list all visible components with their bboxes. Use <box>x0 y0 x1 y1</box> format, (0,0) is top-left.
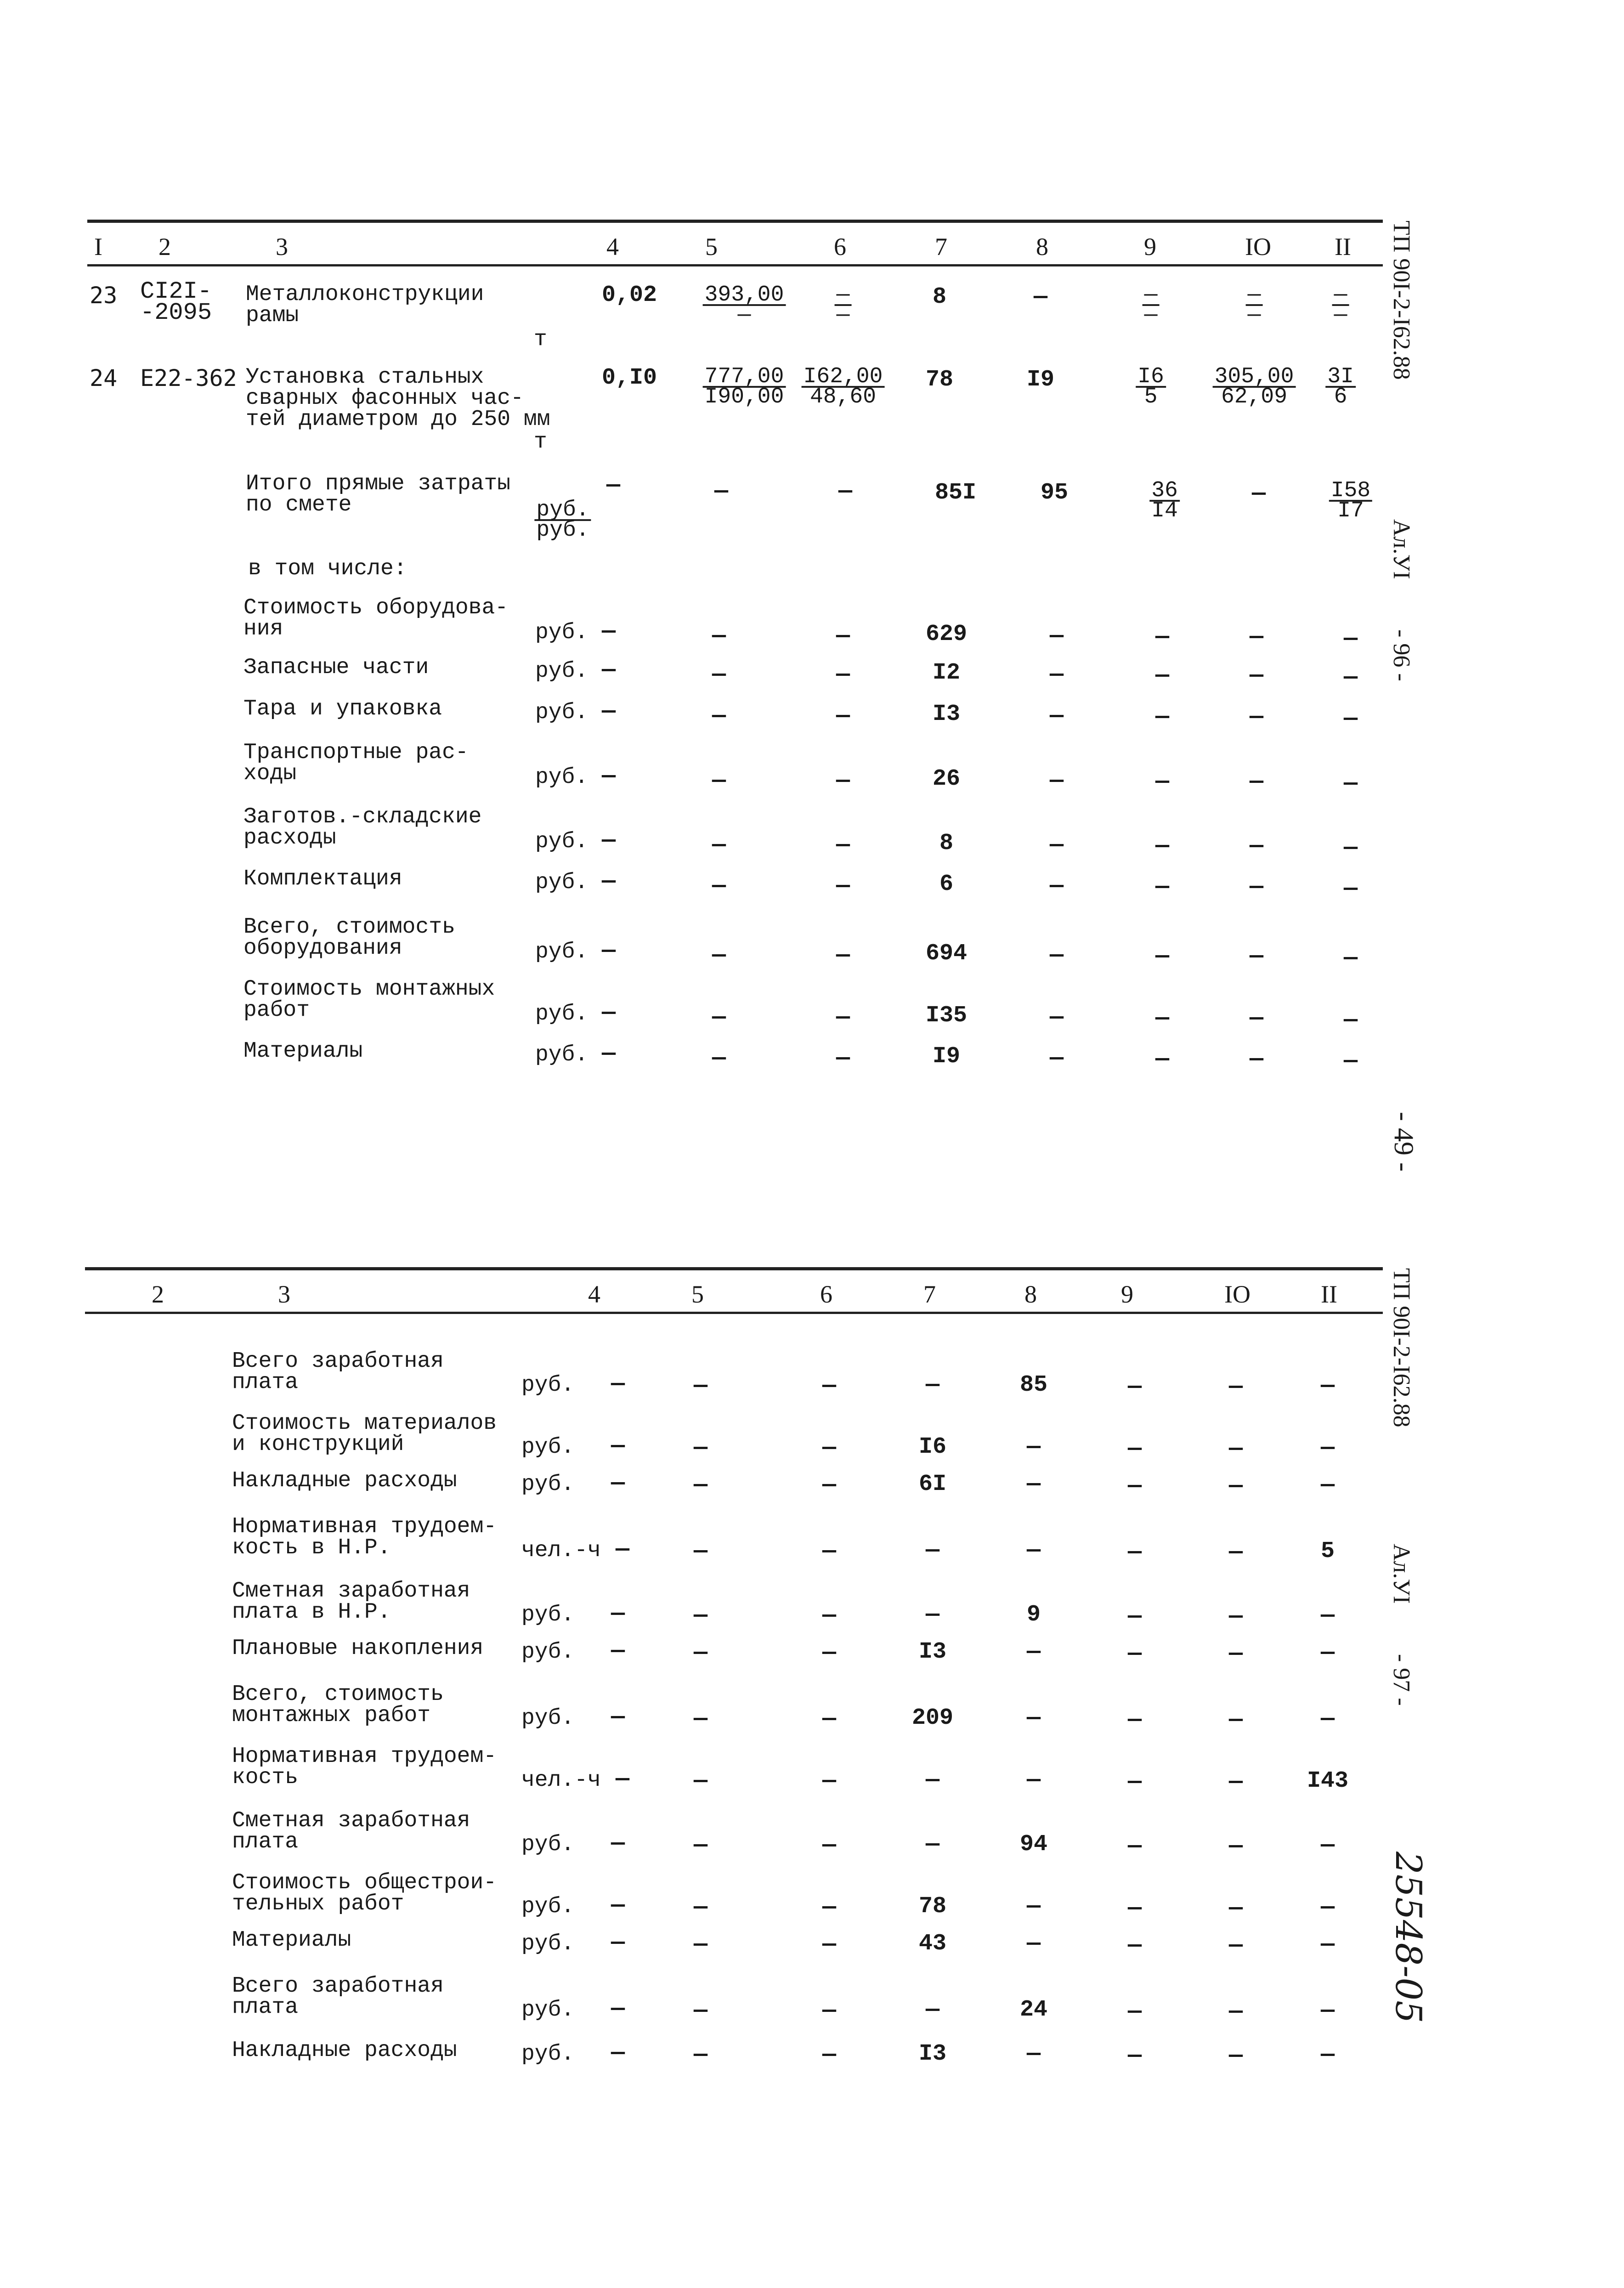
top-header-col-4: 4 <box>606 233 619 261</box>
bottom-row-13-c5: — <box>693 2042 708 2068</box>
top-rule-1 <box>87 220 1383 223</box>
top-row-2-c9: — <box>1155 663 1170 689</box>
bottom-row-2-c7: I6 <box>918 1434 947 1460</box>
top-row-3-c9: — <box>1155 704 1170 730</box>
top-row-6-c5: — <box>712 873 726 899</box>
bottom-row-4-c8: — <box>1026 1537 1041 1563</box>
top-row-2-c11: — <box>1343 664 1358 691</box>
bottom-row-7-unit: руб. <box>521 1706 575 1731</box>
bottom-row-5-c6: — <box>822 1603 837 1629</box>
bottom-rule-2 <box>85 1312 1383 1314</box>
top-row-8-name: Стоимость монтажных работ <box>243 977 495 1023</box>
bottom-row-2-c8: — <box>1026 1434 1041 1460</box>
bottom-row-9-c7: — <box>925 1831 940 1858</box>
bottom-header-col-2: 3 <box>278 1280 290 1308</box>
bottom-header-col-4: 5 <box>691 1280 704 1308</box>
top-row-3-c6: — <box>836 703 850 729</box>
top-row-3-c4: — <box>601 698 616 725</box>
top-row-4-c10: — <box>1249 769 1264 795</box>
top-header-col-8: 8 <box>1036 233 1048 261</box>
bottom-row-10-c5: — <box>693 1894 708 1920</box>
top-row-4-unit: руб. <box>535 765 588 790</box>
bottom-row-2-c11: — <box>1320 1435 1335 1461</box>
bottom-row-1-name: Всего заработная плата <box>232 1349 444 1395</box>
bottom-row-9-c4: — <box>611 1830 625 1857</box>
bottom-row-6-c5: — <box>693 1640 708 1666</box>
bottom-row-11-c7: 43 <box>918 1931 947 1957</box>
bottom-row-6-c6: — <box>822 1640 837 1666</box>
bottom-row-6-c11: — <box>1320 1640 1335 1666</box>
row23-c11: — — <box>1332 286 1349 324</box>
top-row-1-unit: руб. <box>535 620 588 645</box>
top-row-4-name: Транспортные рас- ходы <box>243 740 469 786</box>
bottom-row-12-unit: руб. <box>521 1998 575 2022</box>
top-row-1-c8: — <box>1049 623 1064 649</box>
top-row-4-c9: — <box>1155 769 1170 795</box>
top-row-5-unit: руб. <box>535 829 588 854</box>
bottom-row-13-c8: — <box>1026 2041 1041 2067</box>
bottom-row-4-c7: — <box>925 1537 940 1563</box>
bottom-header-col-9: IO <box>1224 1280 1251 1308</box>
bottom-header-col-10: II <box>1321 1280 1337 1308</box>
bottom-row-2-c6: — <box>822 1435 837 1461</box>
bottom-row-5-c10: — <box>1228 1603 1243 1630</box>
row23-c9: — — <box>1143 286 1160 324</box>
row23-c4: 0,02 <box>601 282 657 308</box>
row23-c5: 393,00 — <box>703 286 786 324</box>
top-row-8-c11: — <box>1343 1007 1358 1033</box>
top-row-8-c10: — <box>1249 1005 1264 1031</box>
bottom-row-1-c10: — <box>1228 1374 1243 1400</box>
bottom-header-col-8: 9 <box>1121 1280 1133 1308</box>
top-row-6-c8: — <box>1049 873 1064 899</box>
top-row-8-c7: I35 <box>925 1002 968 1029</box>
bottom-row-12-c7: — <box>925 1997 940 2023</box>
bottom-row-5-unit: руб. <box>521 1603 575 1627</box>
top-row-2-c6: — <box>836 662 850 688</box>
bottom-row-2-name: Стоимость материалов и конструкций <box>232 1411 497 1457</box>
bottom-row-9-c9: — <box>1127 1833 1142 1859</box>
row23-unit: т <box>534 327 547 352</box>
top-row-7-c8: — <box>1049 942 1064 968</box>
bottom-row-7-c6: — <box>822 1706 837 1732</box>
bottom-row-13-c9: — <box>1127 2043 1142 2069</box>
top-row-4-c7: 26 <box>932 766 961 792</box>
bottom-row-5-c9: — <box>1127 1603 1142 1630</box>
top-row-7-c4: — <box>601 938 616 964</box>
bottom-row-9-c6: — <box>822 1832 837 1858</box>
bottom-row-11-c4: — <box>611 1930 625 1956</box>
top-row-8-c6: — <box>836 1004 850 1031</box>
row24-code: Е22-362 <box>140 365 237 391</box>
bottom-row-1-c11: — <box>1320 1373 1335 1399</box>
bottom-row-4-c6: — <box>822 1538 837 1564</box>
top-row-5-c7: 8 <box>939 830 954 856</box>
top-row-1-c10: — <box>1249 624 1264 650</box>
bottom-rule-1 <box>85 1267 1383 1270</box>
bottom-row-3-c5: — <box>693 1472 708 1498</box>
bottom-row-10-unit: руб. <box>521 1894 575 1919</box>
top-row-1-name: Стоимость оборудова- ния <box>243 595 509 641</box>
top-row-9-c6: — <box>836 1045 850 1071</box>
bottom-row-9-c8: 94 <box>1019 1831 1048 1858</box>
bottom-row-13-c7: I3 <box>918 2041 947 2067</box>
top-row-5-c9: — <box>1155 833 1170 859</box>
top-row-2-c10: — <box>1249 663 1264 689</box>
bottom-row-6-c8: — <box>1026 1639 1041 1665</box>
top-row-3-c7: I3 <box>932 701 961 727</box>
bottom-row-8-unit: чел.-ч <box>521 1768 601 1793</box>
total-c11: $\frac{I58}{I7}$ <box>1329 481 1372 520</box>
total-c5: — <box>714 478 729 504</box>
top-row-2-c7: I2 <box>932 660 961 686</box>
top-row-6-c4: — <box>601 868 616 895</box>
row24-number: 24 <box>90 365 118 391</box>
top-row-1-c6: — <box>836 623 850 649</box>
row23-name: Металлоконструкции рамы <box>246 282 484 328</box>
bottom-row-7-c4: — <box>611 1704 625 1730</box>
bottom-row-2-c4: — <box>611 1433 625 1459</box>
total-c9: $\frac{36}{I4}$ <box>1149 481 1180 520</box>
row24-c7: 78 <box>925 367 954 393</box>
top-row-5-c4: — <box>601 827 616 854</box>
bottom-row-1-unit: руб. <box>521 1373 575 1398</box>
bottom-row-8-c7: — <box>925 1767 940 1793</box>
top-header-col-10: IO <box>1245 233 1271 261</box>
bottom-row-12-c5: — <box>693 1998 708 2024</box>
row24-c6: $\frac{I62,00}{48,60}$ <box>802 368 885 406</box>
top-row-2-name: Запасные части <box>243 655 429 680</box>
bottom-row-4-c11: 5 <box>1320 1538 1335 1564</box>
bottom-row-5-name: Сметная заработная плата в Н.Р. <box>232 1579 470 1625</box>
top-row-8-unit: руб. <box>535 1002 588 1026</box>
row23-c7: 8 <box>932 284 947 310</box>
bottom-row-1-c4: — <box>611 1371 625 1397</box>
row24-c4: 0,I0 <box>601 365 657 391</box>
bottom-row-4-c5: — <box>693 1538 708 1564</box>
top-header-col-5: 5 <box>705 233 718 261</box>
top-header-col-7: 7 <box>935 233 947 261</box>
top-row-9-c7: I9 <box>932 1043 961 1070</box>
row23-c6: — — <box>835 286 852 324</box>
bottom-row-12-c11: — <box>1320 1998 1335 2024</box>
top-row-2-c5: — <box>712 662 726 688</box>
bottom-row-4-c10: — <box>1228 1539 1243 1565</box>
top-row-3-c8: — <box>1049 703 1064 729</box>
bottom-row-6-unit: руб. <box>521 1640 575 1665</box>
bottom-row-3-c10: — <box>1228 1473 1243 1499</box>
bottom-row-6-c9: — <box>1127 1641 1142 1667</box>
total-c7: 85I <box>934 480 977 506</box>
top-row-5-c10: — <box>1249 833 1264 859</box>
top-row-5-c5: — <box>712 832 726 858</box>
top-row-4-c6: — <box>836 768 850 794</box>
bottom-row-5-c4: — <box>611 1601 625 1627</box>
top-row-3-c5: — <box>712 703 726 729</box>
bottom-row-8-c8: — <box>1026 1767 1041 1793</box>
bottom-row-11-c10: — <box>1228 1932 1243 1959</box>
bottom-side-album: Ал.УI <box>1388 1544 1415 1604</box>
bottom-row-13-name: Накладные расходы <box>232 2038 457 2063</box>
top-row-4-c11: — <box>1343 770 1358 797</box>
bottom-row-7-name: Всего, стоимость монтажных работ <box>232 1682 444 1728</box>
bottom-row-3-c9: — <box>1127 1473 1142 1499</box>
top-row-3-c11: — <box>1343 706 1358 732</box>
bottom-row-9-c11: — <box>1320 1832 1335 1858</box>
top-side-code: ТП 90I-2-I62.88 <box>1388 221 1415 380</box>
bottom-row-4-name: Нормативная трудоем- кость в Н.Р. <box>232 1514 497 1560</box>
top-row-3-name: Тара и упаковка <box>243 697 442 721</box>
bottom-row-1-c5: — <box>693 1373 708 1399</box>
top-row-2-c4: — <box>601 657 616 683</box>
bottom-row-11-c11: — <box>1320 1931 1335 1958</box>
row24-c11: $\frac{3I}{6}$ <box>1325 368 1356 406</box>
row23-c8: — <box>1033 284 1048 310</box>
top-row-8-c9: — <box>1155 1005 1170 1031</box>
total-c10: — <box>1251 481 1266 507</box>
bottom-row-4-c4: — <box>615 1536 630 1563</box>
bottom-row-12-c9: — <box>1127 1999 1142 2025</box>
bottom-row-10-c4: — <box>611 1892 625 1919</box>
total-c6: — <box>838 478 853 504</box>
total-c8: 95 <box>1040 480 1069 506</box>
bottom-row-13-c4: — <box>611 2040 625 2066</box>
bottom-row-7-c8: — <box>1026 1705 1041 1731</box>
top-row-1-c5: — <box>712 623 726 649</box>
top-row-4-c5: — <box>712 768 726 794</box>
bottom-row-12-c10: — <box>1228 1999 1243 2025</box>
total-name: Итого прямые затраты по смете <box>246 471 511 517</box>
top-row-4-c8: — <box>1049 768 1064 794</box>
top-row-9-c4: — <box>601 1041 616 1067</box>
top-row-9-c11: — <box>1343 1048 1358 1074</box>
bottom-side-page: - 97 - <box>1388 1654 1415 1706</box>
bottom-row-7-c11: — <box>1320 1706 1335 1732</box>
bottom-row-9-unit: руб. <box>521 1832 575 1857</box>
bottom-row-6-c10: — <box>1228 1641 1243 1667</box>
bottom-header-col-1: 2 <box>152 1280 164 1308</box>
row24-c5: $\frac{777,00}{I90,00}$ <box>703 368 786 406</box>
top-header-col-6: 6 <box>834 233 846 261</box>
bottom-row-8-c5: — <box>693 1768 708 1794</box>
bottom-row-2-c5: — <box>693 1435 708 1461</box>
bottom-row-1-c7: — <box>925 1372 940 1398</box>
bottom-row-11-c9: — <box>1127 1932 1142 1959</box>
bottom-row-12-c8: 24 <box>1019 1997 1048 2023</box>
top-row-6-c11: — <box>1343 876 1358 902</box>
bottom-header-col-5: 6 <box>820 1280 832 1308</box>
top-header-col-9: 9 <box>1144 233 1156 261</box>
bottom-row-6-name: Плановые накопления <box>232 1636 484 1661</box>
bottom-header-col-6: 7 <box>923 1280 936 1308</box>
bottom-row-2-c9: — <box>1127 1436 1142 1462</box>
top-row-9-c5: — <box>712 1045 726 1071</box>
top-row-6-name: Комплектация <box>243 866 402 891</box>
bottom-row-12-c4: — <box>611 1996 625 2022</box>
bottom-side-code: ТП 90I-2-I62.88 <box>1388 1268 1415 1427</box>
bottom-row-2-c10: — <box>1228 1436 1243 1462</box>
bottom-row-8-c10: — <box>1228 1769 1243 1795</box>
bottom-row-3-c7: 6I <box>918 1471 947 1497</box>
top-row-7-c10: — <box>1249 943 1264 969</box>
top-row-2-unit: руб. <box>535 659 588 684</box>
bottom-row-13-c6: — <box>822 2042 837 2068</box>
top-row-7-c7: 694 <box>925 940 968 967</box>
bottom-row-4-unit: чел.-ч <box>521 1538 601 1563</box>
top-header-col-11: II <box>1335 233 1351 261</box>
bottom-row-11-c5: — <box>693 1931 708 1958</box>
top-rule-2 <box>87 264 1383 266</box>
handwritten-number: 25548-05 <box>1387 1852 1429 2023</box>
bottom-row-8-c4: — <box>615 1766 630 1792</box>
bottom-row-1-c8: 85 <box>1019 1372 1048 1398</box>
bottom-header-col-3: 4 <box>588 1280 600 1308</box>
top-header-col-1: I <box>94 233 102 261</box>
bottom-row-7-c7: 209 <box>911 1705 954 1731</box>
row23-number: 23 <box>90 282 118 309</box>
bottom-row-10-name: Стоимость общестрои- тельных работ <box>232 1870 497 1916</box>
row24-c10: $\frac{305,00}{62,09}$ <box>1213 368 1296 406</box>
row24-name: Установка стальных сварных фасонных час- тей диаметром до 250 мм <box>246 365 550 432</box>
bottom-row-5-c7: — <box>925 1602 940 1628</box>
bottom-row-13-c10: — <box>1228 2043 1243 2069</box>
top-row-2-c8: — <box>1049 662 1064 688</box>
top-row-7-name: Всего, стоимость оборудования <box>243 915 455 961</box>
bottom-row-6-c7: I3 <box>918 1639 947 1665</box>
bottom-row-10-c9: — <box>1127 1895 1142 1921</box>
bottom-row-1-c6: — <box>822 1373 837 1399</box>
top-row-3-unit: руб. <box>535 700 588 725</box>
top-row-3-c10: — <box>1249 704 1264 730</box>
row24-unit: т <box>534 430 547 454</box>
top-row-5-c11: — <box>1343 835 1358 861</box>
bottom-row-10-c7: 78 <box>918 1893 947 1920</box>
top-side-album: Ал.УI <box>1388 519 1415 579</box>
bottom-row-13-unit: руб. <box>521 2042 575 2067</box>
bottom-row-5-c11: — <box>1320 1603 1335 1629</box>
bottom-row-10-c6: — <box>822 1894 837 1920</box>
bottom-row-5-c5: — <box>693 1603 708 1629</box>
bottom-row-11-c6: — <box>822 1931 837 1958</box>
bottom-row-11-unit: руб. <box>521 1931 575 1956</box>
bottom-row-8-name: Нормативная трудоем- кость <box>232 1744 497 1790</box>
bottom-row-8-c9: — <box>1127 1769 1142 1795</box>
total-c4: — <box>606 472 621 498</box>
top-row-6-c10: — <box>1249 874 1264 900</box>
bottom-row-7-c5: — <box>693 1706 708 1732</box>
bottom-row-6-c4: — <box>611 1638 625 1664</box>
top-row-7-c9: — <box>1155 943 1170 969</box>
bottom-row-3-c8: — <box>1026 1471 1041 1497</box>
bottom-header-col-7: 8 <box>1024 1280 1037 1308</box>
bottom-row-3-c11: — <box>1320 1472 1335 1498</box>
top-row-1-c4: — <box>601 618 616 645</box>
top-side-page: - 96 - <box>1388 629 1415 681</box>
top-row-6-c9: — <box>1155 874 1170 900</box>
bottom-row-5-c8: 9 <box>1026 1602 1041 1628</box>
bottom-row-9-c10: — <box>1228 1833 1243 1859</box>
bottom-row-10-c8: — <box>1026 1893 1041 1920</box>
top-row-9-c9: — <box>1155 1046 1170 1072</box>
top-header-col-3: 3 <box>276 233 288 261</box>
top-row-8-c8: — <box>1049 1004 1064 1031</box>
bottom-row-3-c4: — <box>611 1470 625 1496</box>
bottom-row-8-c11: I43 <box>1307 1768 1349 1794</box>
top-row-1-c7: 629 <box>925 621 968 647</box>
row23-c10: — — <box>1246 286 1263 324</box>
top-row-7-c5: — <box>712 942 726 968</box>
top-row-7-unit: руб. <box>535 940 588 964</box>
row24-c8: I9 <box>1026 367 1055 393</box>
top-row-9-c8: — <box>1049 1045 1064 1071</box>
top-row-6-unit: руб. <box>535 870 588 895</box>
top-row-5-name: Заготов.-складские расходы <box>243 804 482 850</box>
top-row-7-c6: — <box>836 942 850 968</box>
top-row-8-c4: — <box>601 1000 616 1026</box>
bottom-row-9-name: Сметная заработная плата <box>232 1808 470 1854</box>
top-row-9-c10: — <box>1249 1046 1264 1072</box>
bottom-row-10-c10: — <box>1228 1895 1243 1921</box>
total-unit: руб. руб. <box>534 501 591 539</box>
top-row-9-unit: руб. <box>535 1042 588 1067</box>
bottom-row-12-c6: — <box>822 1998 837 2024</box>
bottom-row-8-c6: — <box>822 1768 837 1794</box>
top-row-7-c11: — <box>1343 945 1358 971</box>
bottom-row-9-c5: — <box>693 1832 708 1858</box>
top-row-6-c6: — <box>836 873 850 899</box>
bottom-row-7-c9: — <box>1127 1707 1142 1733</box>
bottom-row-12-name: Всего заработная плата <box>232 1974 444 2020</box>
top-row-1-c11: — <box>1343 626 1358 652</box>
bottom-row-7-c10: — <box>1228 1707 1243 1733</box>
bottom-row-3-unit: руб. <box>521 1472 575 1497</box>
top-row-6-c7: 6 <box>939 871 954 897</box>
top-row-8-c5: — <box>712 1004 726 1031</box>
bottom-row-10-c11: — <box>1320 1894 1335 1920</box>
including-label: в том числе: <box>248 556 407 581</box>
top-row-1-c9: — <box>1155 624 1170 650</box>
row23-code: CI2I- -2095 <box>140 278 212 326</box>
top-row-5-c8: — <box>1049 832 1064 858</box>
top-row-4-c4: — <box>601 763 616 789</box>
top-header-col-2: 2 <box>158 233 171 261</box>
page-mark: - 49 - <box>1389 1112 1419 1172</box>
bottom-row-4-c9: — <box>1127 1539 1142 1565</box>
bottom-row-3-c6: — <box>822 1472 837 1498</box>
top-row-9-name: Материалы <box>243 1039 363 1064</box>
bottom-row-3-name: Накладные расходы <box>232 1468 457 1493</box>
bottom-row-11-c8: — <box>1026 1931 1041 1957</box>
top-row-5-c6: — <box>836 832 850 858</box>
bottom-row-1-c9: — <box>1127 1374 1142 1400</box>
bottom-row-11-name: Материалы <box>232 1928 351 1953</box>
bottom-row-2-unit: руб. <box>521 1435 575 1460</box>
bottom-row-13-c11: — <box>1320 2042 1335 2068</box>
row24-c9: $\frac{I6}{5}$ <box>1136 368 1166 406</box>
